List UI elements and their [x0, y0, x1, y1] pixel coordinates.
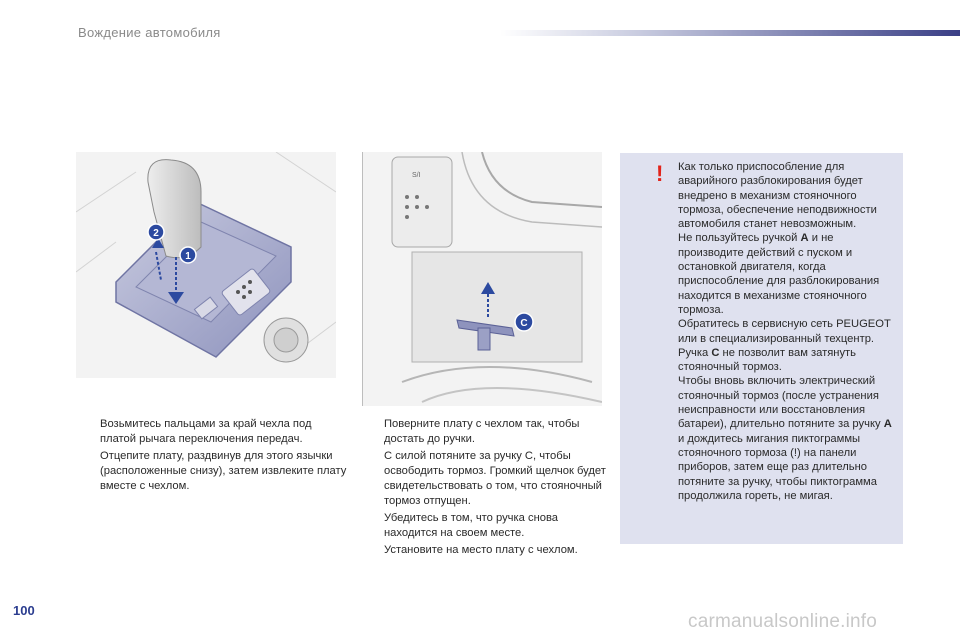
handle-c-ref: C — [711, 346, 720, 359]
callout-1-badge — [180, 247, 196, 263]
warning-paragraph-1: Как только приспособление для аварийного разблокирования будет внедрено в механизм стояночного тормоза, обеспечение неподвижности автомобиля станет невозможным. — [678, 161, 877, 231]
handle-c-illustration — [362, 152, 602, 406]
warning-p2-pre: Не пользуйтесь ручкой — [678, 232, 801, 245]
list-item-text: Отцепите плату, раздвинув для этого язычки (расположенные снизу), затем извлеките плату вместе с чехлом. — [100, 450, 347, 492]
list-item — [362, 511, 612, 541]
warning-p4-post: не позволит вам затянуть стояночный тормоз. — [678, 346, 857, 374]
gear-label: S/I — [412, 172, 421, 179]
callout-c-label: C — [520, 318, 528, 329]
list-item-text: Установите на место плату с чехлом. — [384, 544, 578, 556]
gear-lever-illustration — [76, 152, 336, 378]
list-item — [362, 543, 612, 558]
list-item — [78, 417, 348, 447]
warning-p2-post: и не производите действий с пуском и остановкой двигателя, когда приспособление для разблокирования находится в механизме стояночного тормоза. — [678, 232, 880, 316]
handle-c-drawing — [362, 152, 602, 406]
list-item — [362, 417, 612, 447]
warning-p5-pre: Чтобы вновь включить электрический стояночный тормоз (после устранения неисправности или восстановления батареи), длительно потяните за ручку — [678, 375, 884, 431]
handle-a-ref: A — [800, 232, 809, 245]
list-item-text: Поверните плату с чехлом так, чтобы достать до ручки. — [384, 418, 580, 445]
warning-icon: ! — [656, 161, 664, 186]
list-item-text: С силой потяните за ручку C, чтобы освободить тормоз. Громкий щелчок будет свидетельствовать о том, что стояночный тормоз отпущен. — [384, 450, 606, 507]
header-gradient-bar — [500, 30, 960, 36]
callout-1-label: 1 — [185, 251, 191, 262]
instructions-left-list — [78, 417, 348, 496]
instructions-right-list — [362, 417, 612, 560]
page-number: 100 — [13, 603, 35, 618]
watermark: carmanualsonline.info — [688, 611, 878, 632]
list-item-text: Возьмитесь пальцами за край чехла под платой рычага переключения передач. — [100, 418, 312, 445]
list-item — [78, 449, 348, 494]
gear-lever-drawing — [76, 152, 336, 378]
list-item — [362, 449, 612, 509]
callout-c-badge — [515, 313, 533, 331]
warning-p5-post: и дождитесь мигания пиктограммы стояночного тормоза (!) на панели приборов, затем еще раз длительно потяните за ручку, чтобы пиктограмма продолжила гореть, не мигая. — [678, 432, 877, 502]
warning-paragraph-3: Обратитесь в сервисную сеть PEUGEOT или в специализированный техцентр. — [678, 318, 891, 345]
handle-a-ref: A — [883, 418, 892, 431]
callout-2-badge — [148, 224, 164, 240]
callout-2-label: 2 — [153, 228, 159, 239]
warning-text — [678, 160, 900, 503]
list-item-text: Убедитесь в том, что ручка снова находится на своем месте. — [384, 512, 559, 539]
warning-p4-pre: Ручка — [678, 346, 712, 359]
section-title: Вождение автомобиля — [78, 25, 221, 40]
